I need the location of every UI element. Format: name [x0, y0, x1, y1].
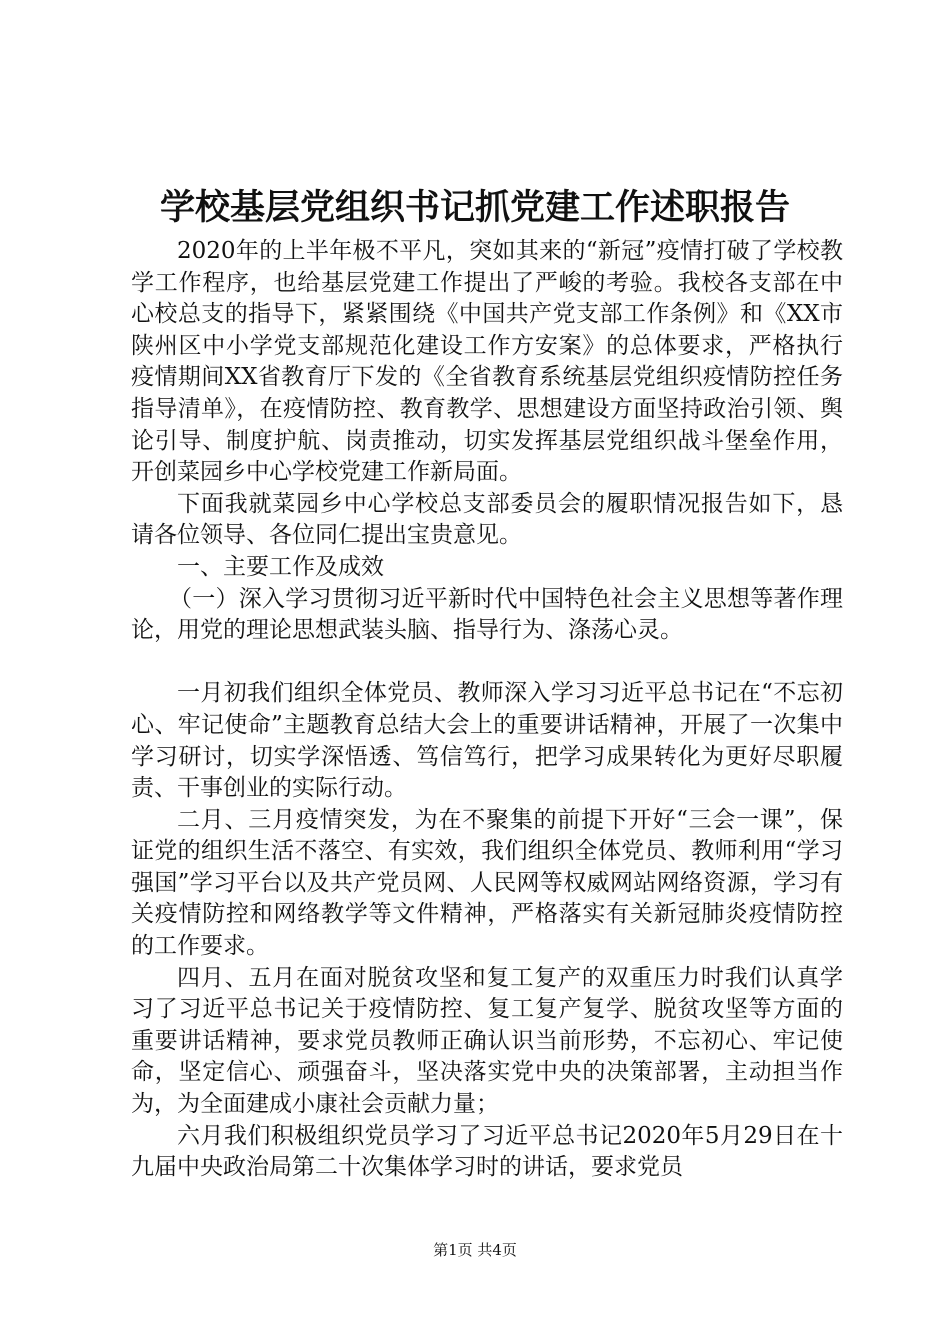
- section-heading-main-work: 一、主要工作及成效: [177, 553, 384, 580]
- paragraph-spacer: [131, 647, 843, 679]
- paragraph-january: 一月初我们组织全体党员、教师深入学习习近平总书记在“不忘初心、牢记使命”主题教育总结大会上的重要讲话精神，开展了一次集中学习研讨，切实学深悟透、笃信笃行，把学习成果转化为更好尽职履责、干事创业的实际行动。: [131, 680, 843, 802]
- paragraph-intro: 2020年的上半年极不平凡，突如其来的“新冠”疫情打破了学校教学工作程序，也给基层党建工作提出了严峻的考验。我校各支部在中心校总支的指导下，紧紧围绕《中国共产党支部工作条例》和《XX市陕州区中小学党支部规范化建设工作方安案》的总体要求，严格执行疫情期间XX省教育厅下发的《全省教育系统基层党组织疫情防控任务指导清单》，在疫情防控、教育教学、思想建设方面坚持政治引领、舆论引导、制度护航、岗责推动，切实发挥基层党组织战斗堡垒作用，开创菜园乡中心学校党建工作新局面。: [131, 238, 843, 486]
- paragraph-april-may: 四月、五月在面对脱贫攻坚和复工复产的双重压力时我们认真学习了习近平总书记关于疫情防控、复工复产复学、脱贫攻坚等方面的重要讲话精神，要求党员教师正确认识当前形势，不忘初心、牢记使命，坚定信心、顽强奋斗，坚决落实党中央的决策部署，主动担当作为，为全面建成小康社会贡献力量；: [131, 964, 843, 1118]
- paragraph-june: 六月我们积极组织党员学习了习近平总书记2020年5月29日在十九届中央政治局第二十次集体学习时的讲话，要求党员: [131, 1122, 843, 1181]
- paragraph-february-march: 二月、三月疫情突发，为在不聚集的前提下开好“三会一课”，保证党的组织生活不落空、有实效，我们组织全体党员、教师利用“学习强国”学习平台以及共产党员网、人民网等权威网站网络资源，学习有关疫情防控和网络教学等文件精神，严格落实有关新冠肺炎疫情防控的工作要求。: [131, 806, 843, 960]
- document-body: [131, 236, 843, 1184]
- paragraph-report-preface: 下面我就菜园乡中心学校总支部委员会的履职情况报告如下，恳请各位领导、各位同仁提出宝贵意见。: [131, 490, 843, 549]
- page-footer: 第1页 共4页: [433, 1241, 517, 1259]
- subsection-heading-study: （一）深入学习贯彻习近平新时代中国特色社会主义思想等著作理论，用党的理论思想武装头脑、指导行为、涤荡心灵。: [131, 585, 843, 644]
- document-title: 学校基层党组织书记抓党建工作述职报告: [159, 187, 790, 228]
